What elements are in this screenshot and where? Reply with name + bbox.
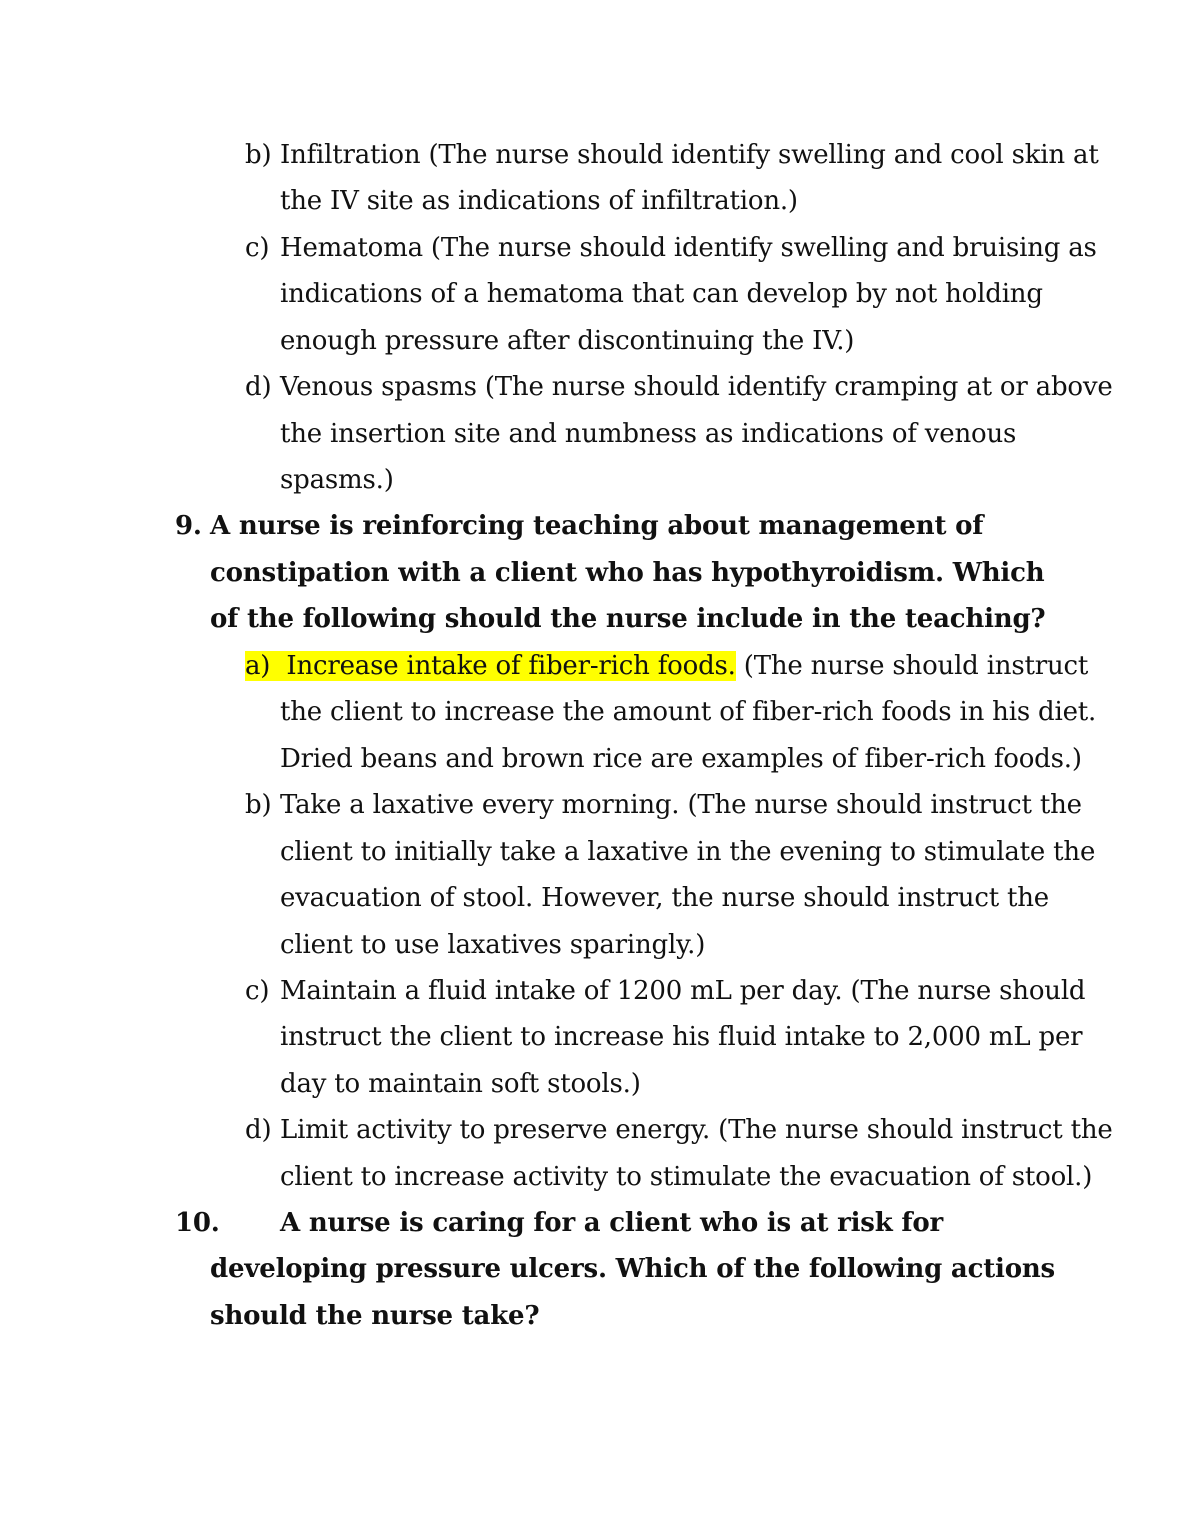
question-9-number: 9. [175,511,202,541]
option-text-line: Dried beans and brown rice are examples of fiber-rich foods.) [280,744,1082,774]
question-9-text: constipation with a client who has hypothyroidism. Which [210,558,1045,588]
option-letter: b) [245,790,272,820]
option-text-line: instruct the client to increase his fluid intake to 2,000 mL per [280,1022,1083,1052]
option-text-line: the client to increase the amount of fiber-rich foods in his diet. [280,697,1097,727]
option-letter: a) [245,651,271,681]
question-10-text: should the nurse take? [210,1301,540,1331]
option-d-line-1 [245,364,271,410]
option-b-line-1 [245,132,271,178]
option-text-line: client to initially take a laxative in the evening to stimulate the [280,837,1096,867]
option-text-line: indications of a hematoma that can develop by not holding [280,279,1043,309]
question-9-text: of the following should the nurse include in the teaching? [210,604,1046,634]
option-c-line-1 [245,225,269,271]
q9-option-b [245,782,271,828]
option-text-line: client to use laxatives sparingly.) [280,930,706,960]
question-10-number: 10. [175,1208,220,1238]
option-text-line: enough pressure after discontinuing the IV.) [280,326,855,356]
option-text-line: Take a laxative every morning. (The nurse should instruct the [280,790,1082,820]
option-letter: c) [245,233,270,263]
highlighted-answer: Increase intake of fiber-rich foods. [286,651,736,681]
option-letter: b) [245,140,272,170]
option-text-line: day to maintain soft stools.) [280,1069,641,1099]
question-10-text: A nurse is caring for a client who is at risk for [280,1208,944,1238]
option-letter: c) [245,976,270,1006]
option-text-line: Limit activity to preserve energy. (The nurse should instruct the [280,1115,1113,1145]
q9-option-c [245,968,269,1014]
option-text-line: Infiltration (The nurse should identify swelling and cool skin at [280,140,1099,170]
option-rest: (The nurse should instruct [735,651,1089,681]
option-text-line: client to increase activity to stimulate the evacuation of stool.) [280,1162,1093,1192]
q9-option-d [245,1107,271,1153]
option-letter: d) [245,372,272,402]
option-text-line: Maintain a fluid intake of 1200 mL per day. (The nurse should [280,976,1086,1006]
option-text-line: the IV site as indications of infiltration.) [280,186,798,216]
option-letter: d) [245,1115,272,1145]
option-text-line: Venous spasms (The nurse should identify cramping at or above [280,372,1113,402]
option-text-line: spasms.) [280,465,394,495]
question-10-text: developing pressure ulcers. Which of the following actions [210,1254,1055,1284]
option-text-line: evacuation of stool. However, the nurse should instruct the [280,883,1049,913]
q9-option-a [245,643,1088,689]
option-text-line: the insertion site and numbness as indications of venous [280,419,1017,449]
answer-highlight [245,651,736,681]
option-text-line: Hematoma (The nurse should identify swelling and bruising as [280,233,1097,263]
question-9-text: A nurse is reinforcing teaching about management of [210,511,984,541]
